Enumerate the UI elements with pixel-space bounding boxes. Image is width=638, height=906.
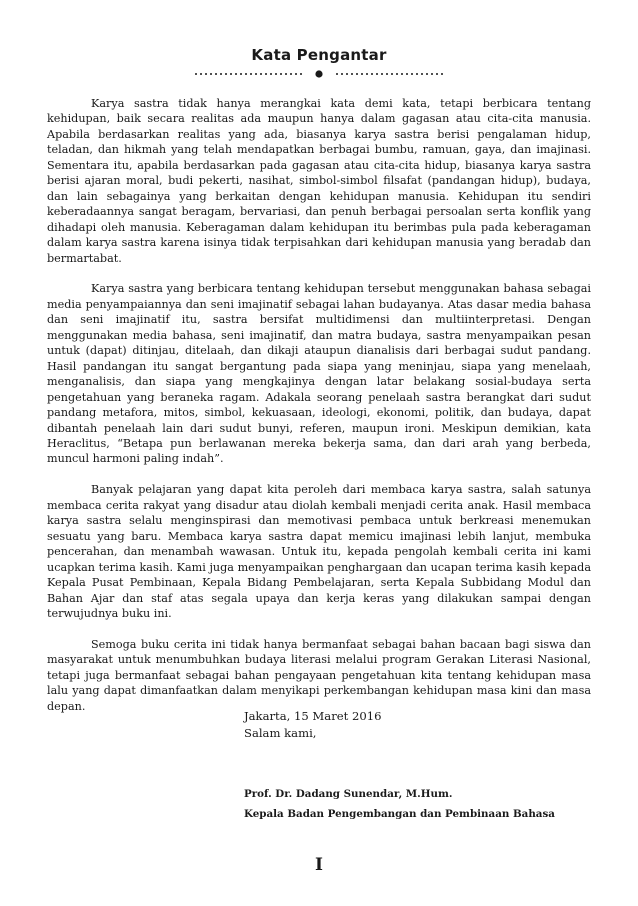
signer-role: Kepala Badan Pengembangan dan Pembinaan Bahasa <box>244 808 555 820</box>
page-title: Kata Pengantar <box>251 46 387 64</box>
ornament-center-dot <box>315 70 322 77</box>
paragraph-2: Karya sastra yang berbicara tentang kehidupan tersebut menggunakan bahasa sebagai media penyampaiannya dan seni imajinatif sebagai lahan budayanya. Atas dasar media bahasa dan seni imajinatif itu, sastra bersifat multidimensi dan multiinterpretasi. Dengan menggunakan media bahasa, seni imajinatif, dan matra budaya, sastra menyampaikan pesan untuk (dapat) ditinjau, ditelaah, dan dikaji ataupun dianalisis dari berbagai sudut pandang. Hasil pandangan itu sangat bergantung pada siapa yang meninjau, siapa yang menelaah, menganalisis, dan siapa yang mengkajinya dengan latar belakang sosial-budaya serta pengetahuan yang beraneka ragam. Adakala seorang penelaah sastra berangkat dari sudut pandang metafora, mitos, simbol, kekuasaan, ideologi, ekonomi, politik, dan budaya, dapat dibantah penelaah lain dari sudut bunyi, referen, maupun ironi. Meskipun demikian, kata Heraclitus, “Betapa pun berlawanan mereka bekerja sama, dan dari arah yang berbeda, muncul harmoni paling indah”. <box>47 282 591 466</box>
title-ornament-divider <box>192 69 446 79</box>
ornament-dots-left <box>195 73 302 75</box>
paragraph-3: Banyak pelajaran yang dapat kita peroleh dari membaca karya sastra, salah satunya membaca cerita rakyat yang disadur atau diolah kembali menjadi cerita anak. Hasil membaca karya sastra selalu menginspirasi dan memotivasi pembaca untuk berkreasi menemukan sesuatu yang baru. Membaca karya sastra dapat memicu imajinasi lebih lanjut, membuka pencerahan, dan menambah wawasan. Untuk itu, kepada pengolah kembali cerita ini kami ucapkan terima kasih. Kami juga menyampaikan penghargaan dan ucapan terima kasih kepada Kepala Pusat Pembinaan, Kepala Bidang Pembelajaran, serta Kepala Subbidang Modul dan Bahan Ajar dan staf atas segala upaya dan kerja keras yang dilakukan sampai dengan terwujudnya buku ini. <box>47 483 591 621</box>
foreword-body <box>47 96 591 730</box>
paragraph-4: Semoga buku cerita ini tidak hanya bermanfaat sebagai bahan bacaan bagi siswa dan masyarakat untuk menumbuhkan budaya literasi melalui program Gerakan Literasi Nasional, tetapi juga bermanfaat sebagai bahan pengayaan pengetahuan kita tentang kehidupan masa lalu yang dapat dimanfaatkan dalam menyikapi perkembangan kehidupan masa kini dan masa depan. <box>47 638 591 713</box>
closing-block <box>244 708 381 742</box>
paragraph-1: Karya sastra tidak hanya merangkai kata demi kata, tetapi berbicara tentang kehidupan, baik secara realitas ada maupun hanya dalam gagasan atau cita-cita manusia. Apabila berdasarkan realitas yang ada, biasanya karya sastra berisi pengalaman hidup, teladan, dan hikmah yang telah mendapatkan berbagai bumbu, ramuan, gaya, dan imajinasi. Sementara itu, apabila berdasarkan pada gagasan atau cita-cita hidup, biasanya karya sastra berisi ajaran moral, budi pekerti, nasihat, simbol-simbol filsafat (pandangan hidup), budaya, dan lain sebagainya yang berkaitan dengan kehidupan manusia. Kehidupan itu sendiri keberadaannya sangat beragam, bervariasi, dan penuh berbagai persoalan serta konflik yang dihadapi oleh manusia. Keberagaman dalam kehidupan itu berimbas pula pada keberagaman dalam karya sastra karena isinya tidak terpisahkan dari kehidupan manusia yang beradab dan bermartabat. <box>47 97 591 265</box>
ornament-dots-right <box>336 73 443 75</box>
place-date: Jakarta, 15 Maret 2016 <box>244 709 382 723</box>
signer-name: Prof. Dr. Dadang Sunendar, M.Hum. <box>244 788 453 800</box>
page-number: I <box>315 855 323 875</box>
closing-greeting: Salam kami, <box>244 726 317 740</box>
